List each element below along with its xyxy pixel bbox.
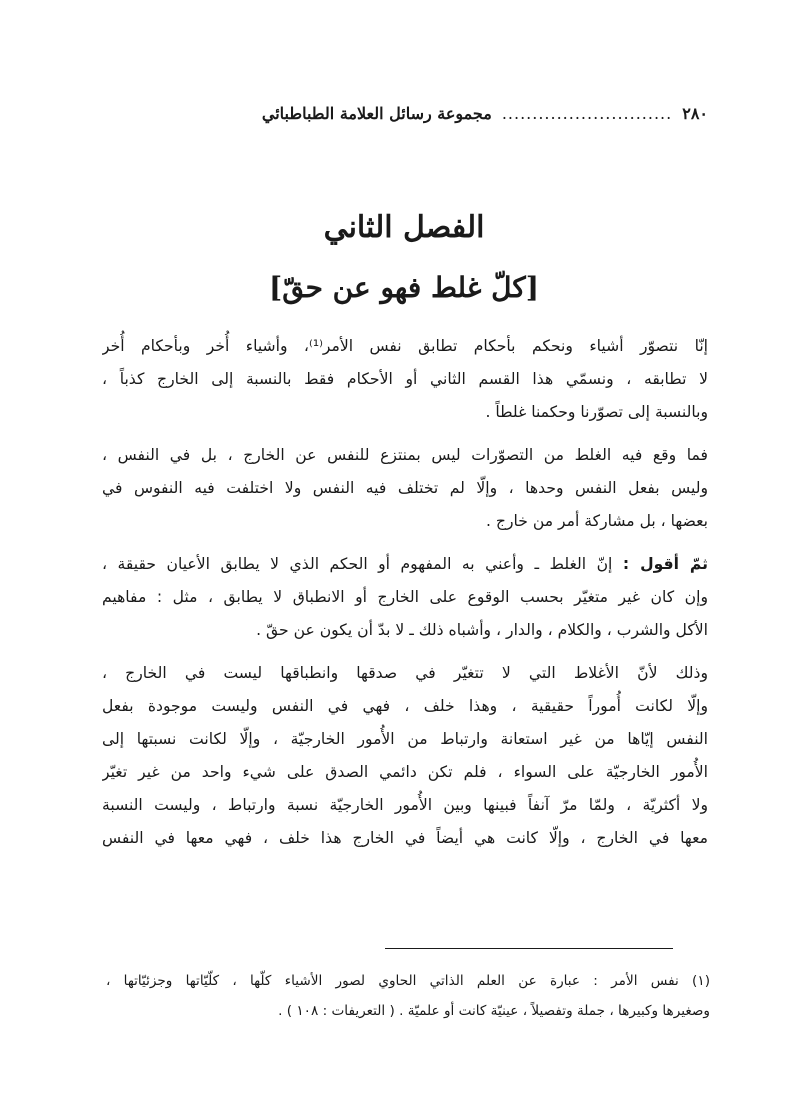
text-line: ولا أكثريّة ، ولمّا مرّ آنفاً فبينها وبين الأُمور الخارجيّة نسبة وارتباط ، وليست النسبة <box>102 796 708 814</box>
text-line: فما وقع فيه الغلط من التصوّرات ليس بمنتزع للنفس عن الخارج ، بل في النفس ، <box>102 446 708 464</box>
footnote <box>106 966 710 1026</box>
running-head <box>100 96 708 130</box>
paragraph <box>102 548 708 647</box>
text-line: وليس بفعل النفس وحدها ، وإلّا لم تختلف فيه النفس ولا اختلفت فيه النفوس في <box>102 479 708 497</box>
text-line: بعضها ، بل مشاركة أمر من خارج . <box>486 512 708 530</box>
text-line: الأُمور الخارجيّة على السواء ، فلم تكن دائمي الصدق على شيء واحد من غير تغيّر <box>102 763 708 781</box>
text-line-rest: إنّ الغلط ـ وأعني به المفهوم أو الحكم الذي لا يطابق الأعيان حقيقة ، <box>102 555 613 573</box>
text-line: وذلك لأنّ الأغلاط التي لا تتغيّر في صدقها وانطباقها ليست في الخارج ، <box>102 664 708 682</box>
text-line: معها في الخارج ، وإلّا كانت هي أيضاً في الخارج هذا خلف ، فهي معها في النفس <box>102 829 708 847</box>
text-line: لا تطابقه ، ونسمّي هذا القسم الثاني أو الأحكام فقط بالنسبة إلى الخارج كذباً ، <box>102 370 708 388</box>
paragraph <box>102 439 708 538</box>
text-line: وإن كان غير متغيّر بحسب الوقوع على الخارج أو الانطباق لا يطابق ، مثل : مفاهيم <box>102 588 708 606</box>
body-text <box>102 330 708 865</box>
text-line: وإلّا لكانت أُموراً حقيقية ، وهذا خلف ، فهي في النفس وليست موجودة بفعل <box>102 697 708 715</box>
text-line: النفس إيّاها من غير استعانة وارتباط من الأُمور الخارجيّة ، وإلّا لكانت نسبتها إلى <box>102 730 708 748</box>
footnote-line: وصغيرها وكبيرها ، جملة وتفصيلاً ، عينيّة كانت أو علميّة . ( التعريفات : ١٠٨ ) . <box>278 1003 710 1019</box>
paragraph <box>102 657 708 855</box>
footnote-line: (١) نفس الأمر : عبارة عن العلم الذاتي الحاوي لصور الأشياء كلّها ، كلّيّاتها وجزئيّاتها ، <box>106 973 710 989</box>
chapter-subtitle: [كلّ غلط فهو عن حقّ] <box>269 271 539 304</box>
lead-phrase: ثمّ أقول : <box>622 555 708 573</box>
page-number: ٢٨٠ <box>682 103 708 123</box>
text-line: إنّا نتصوّر أشياء ونحكم بأحكام تطابق نفس الأمر⁽¹⁾، وأشياء أُخر وبأحكام أُخر <box>102 337 708 355</box>
chapter-title: الفصل الثاني <box>323 210 485 245</box>
text-line: وبالنسبة إلى تصوّرنا وحكمنا غلطاً . <box>485 403 708 421</box>
footnote-rule <box>385 948 673 949</box>
leader-dots: ............................ <box>501 103 673 123</box>
text-line <box>102 548 708 581</box>
paragraph <box>102 330 708 429</box>
text-line: الأكل والشرب ، والكلام ، والدار ، وأشباه ذلك ـ لا بدّ أن يكون عن حقّ . <box>256 621 708 639</box>
book-title: مجموعة رسائل العلامة الطباطبائي <box>261 103 492 123</box>
